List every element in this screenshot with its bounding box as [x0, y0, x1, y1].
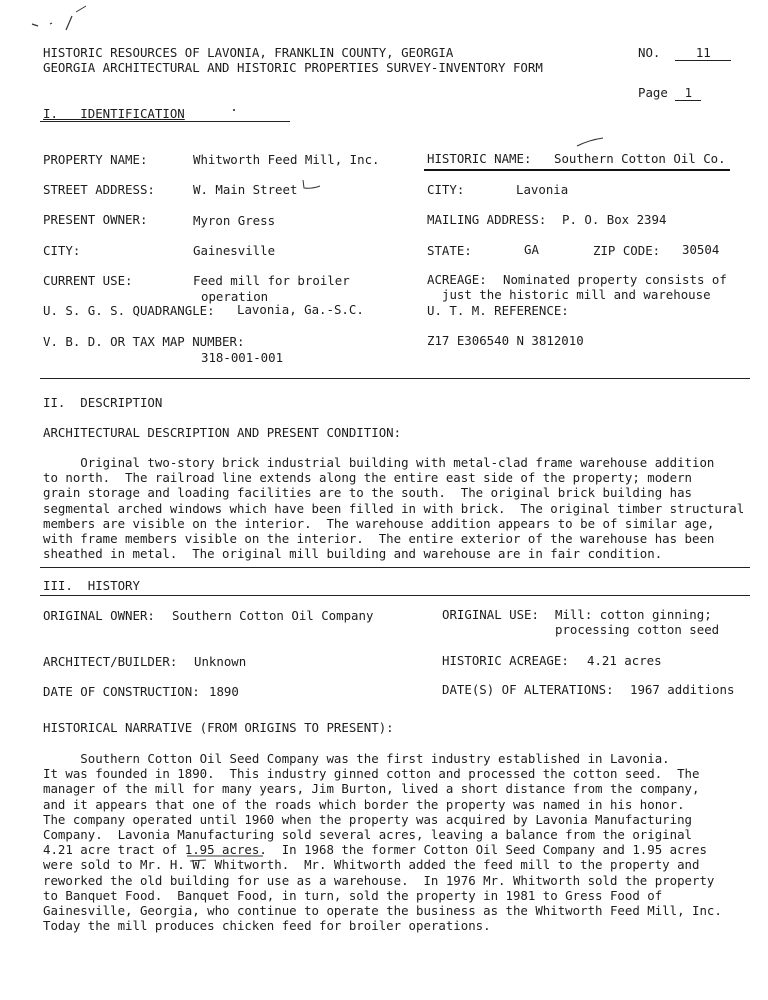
original-owner-value: Southern Cotton Oil Company: [172, 608, 374, 623]
page-number-value: 1: [675, 85, 701, 101]
narrative-line: Company. Lavonia Manufacturing sold several acres, leaving a balance from the original: [43, 827, 693, 843]
city-right-value: Lavonia: [516, 182, 569, 197]
page-number: [638, 85, 701, 101]
date-alterations-value: 1967 additions: [630, 682, 735, 697]
narrative-line: The company operated until 1960 when the property was acquired by Lavonia Manufacturing: [43, 811, 693, 827]
architect-builder-value: Unknown: [194, 654, 247, 669]
section-divider-2: [40, 567, 750, 568]
acreage-value-line2: just the historic mill and warehouse: [442, 287, 711, 302]
city-left-label: CITY:: [43, 243, 81, 258]
sheet-number-label: NO.: [638, 45, 661, 60]
handwritten-tick-icon: [575, 136, 605, 148]
description-line: Original two-story brick industrial building with metal-clad frame warehouse addition: [43, 455, 715, 470]
quadrangle-value: Lavonia, Ga.-S.C.: [237, 302, 364, 317]
narrative-line: It was founded in 1890. This industry ginned cotton and processed the cotton seed. The: [43, 766, 700, 782]
description-line: to north. The railroad line extends along the entire east side of the property; modern: [43, 470, 693, 486]
description-line: members are visible on the interior. The warehouse addition appears to be of similar age,: [43, 515, 715, 531]
present-owner-value: Myron Gress: [193, 213, 276, 228]
mailing-address-value: P. O. Box 2394: [562, 212, 667, 227]
original-use-value-line1: Mill: cotton ginning;: [555, 607, 712, 622]
zip-code-value: 30504: [682, 242, 720, 257]
date-alterations-label: DATE(S) OF ALTERATIONS:: [442, 682, 614, 697]
architectural-description-heading: ARCHITECTURAL DESCRIPTION AND PRESENT CONDITION:: [43, 425, 402, 440]
current-use-value-line1: Feed mill for broiler: [193, 273, 350, 288]
narrative-line: Today the mill produces chicken feed for broiler operations.: [43, 918, 491, 934]
property-name-value: Whitworth Feed Mill, Inc.: [193, 152, 380, 167]
historical-narrative-heading: HISTORICAL NARRATIVE (FROM ORIGINS TO PRESENT):: [43, 720, 394, 735]
section-history-title: III. HISTORY: [43, 578, 140, 593]
description-line: sheathed in metal. The original mill building and warehouse are in fair condition.: [43, 546, 663, 562]
stray-dot: [233, 109, 235, 111]
section-identification-rule: [40, 121, 290, 122]
quadrangle-label: U. S. G. S. QUADRANGLE:: [43, 303, 215, 318]
form-header-line1: HISTORIC RESOURCES OF LAVONIA, FRANKLIN COUNTY, GEORGIA: [43, 45, 454, 60]
tax-map-value: 318-001-001: [201, 350, 284, 365]
original-use-label: ORIGINAL USE:: [442, 607, 539, 622]
historic-name-value: Southern Cotton Oil Co.: [554, 151, 726, 166]
current-use-value-line2: operation: [201, 289, 269, 304]
section-divider-1: [40, 378, 750, 379]
form-header-line2: GEORGIA ARCHITECTURAL AND HISTORIC PROPERTIES SURVEY-INVENTORY FORM: [43, 60, 543, 75]
historic-acreage-label: HISTORIC ACREAGE:: [442, 653, 569, 668]
narrative-line: 4.21 acre tract of 1.95 acres. In 1968 the former Cotton Oil Seed Company and 1.95 acres: [43, 842, 707, 858]
narrative-line: manager of the mill for many years, Jim Burton, lived a short distance from the company,: [43, 781, 700, 797]
state-label: STATE:: [427, 243, 472, 258]
utm-reference-label: U. T. M. REFERENCE:: [427, 303, 569, 318]
present-owner-label: PRESENT OWNER:: [43, 212, 148, 227]
date-construction-label: DATE OF CONSTRUCTION:: [43, 684, 200, 699]
handwritten-correction-icon: [300, 178, 324, 192]
narrative-line: Gainesville, Georgia, who continue to operate the business as the Whitworth Feed Mill, Inc.: [43, 903, 722, 919]
zip-code-label: ZIP CODE:: [593, 243, 661, 258]
pen-mark-icon: [28, 4, 98, 34]
date-construction-value: 1890: [209, 684, 239, 699]
property-name-label: PROPERTY NAME:: [43, 152, 148, 167]
street-address-value: W. Main Street: [193, 182, 298, 197]
current-use-label: CURRENT USE:: [43, 273, 133, 288]
street-address-label: STREET ADDRESS:: [43, 182, 155, 197]
acreage-value-line1: Nominated property consists of: [503, 272, 727, 287]
narrative-line: were sold to Mr. H. W. Whitworth. Mr. Whitworth added the feed mill to the property and: [43, 857, 700, 873]
architectural-description-text: [43, 455, 743, 561]
historic-name-label: HISTORIC NAME:: [427, 151, 532, 166]
utm-reference-value: Z17 E306540 N 3812010: [427, 333, 584, 348]
sheet-number: [638, 45, 731, 61]
narrative-line: Southern Cotton Oil Seed Company was the first industry established in Lavonia.: [43, 751, 670, 766]
section-identification-title: I. IDENTIFICATION: [43, 106, 185, 121]
description-line: segmental arched windows which have been filled in with brick. The original timber structural: [43, 500, 745, 516]
section-history-rule: [40, 595, 750, 596]
city-right-label: CITY:: [427, 182, 465, 197]
mailing-address-label: MAILING ADDRESS:: [427, 212, 547, 227]
sheet-number-value: 11: [675, 45, 731, 61]
historic-name-underline: [424, 169, 730, 171]
state-value: GA: [524, 242, 539, 257]
tax-map-label: V. B. D. OR TAX MAP NUMBER:: [43, 334, 245, 349]
architect-builder-label: ARCHITECT/BUILDER:: [43, 654, 178, 669]
historic-acreage-value: 4.21 acres: [587, 653, 662, 668]
narrative-line: and it appears that one of the roads which border the property was named in his honor.: [43, 796, 685, 812]
narrative-line: reworked the old building for use as a warehouse. In 1976 Mr. Whitworth sold the property: [43, 872, 715, 888]
description-line: with frame members visible on the interior. The entire exterior of the warehouse has been: [43, 531, 715, 547]
original-use-value-line2: processing cotton seed: [555, 622, 720, 637]
narrative-line: to Banquet Food. Banquet Food, in turn, sold the property in 1981 to Gress Food of: [43, 887, 663, 903]
original-owner-label: ORIGINAL OWNER:: [43, 608, 155, 623]
historical-narrative-text: [43, 751, 743, 933]
handwritten-overline-icon: [188, 858, 208, 864]
section-description-title: II. DESCRIPTION: [43, 395, 163, 410]
city-left-value: Gainesville: [193, 243, 276, 258]
acreage-label: ACREAGE:: [427, 272, 487, 287]
page-number-label: Page: [638, 85, 668, 100]
description-line: grain storage and loading facilities are to the south. The original brick building has: [43, 485, 693, 501]
